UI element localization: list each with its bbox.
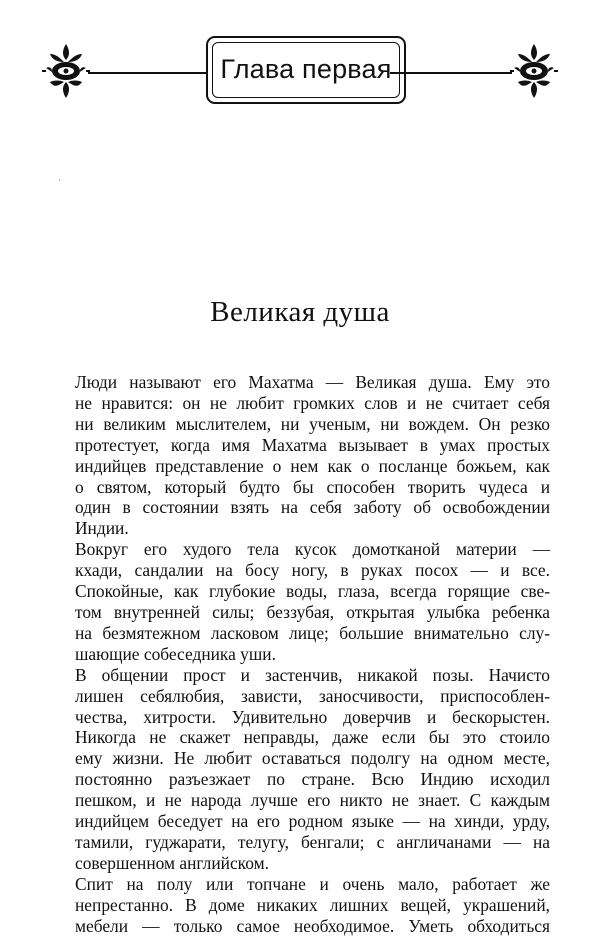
body-text bbox=[50, 372, 550, 936]
text-line: о святом, который будто бы способен творить чудеса и bbox=[75, 476, 550, 497]
paragraph bbox=[50, 539, 550, 664]
text-line: мебели — только самое необходимое. Уметь обходиться bbox=[75, 915, 550, 936]
text-line: один в состоянии взять на себя заботу об освобождении bbox=[75, 497, 550, 518]
text-line: чества, хитрости. Удивительно доверчив и бескорыстен. bbox=[75, 706, 550, 727]
right-ornament-icon bbox=[508, 40, 560, 102]
text-line: том внутренней силы; беззубая, открытая улыбка ребенка bbox=[75, 601, 550, 622]
text-line: индийцев представление о нем как о посланце божьем, как bbox=[75, 455, 550, 476]
left-ornament-icon bbox=[40, 40, 92, 102]
chapter-title: Глава первая bbox=[220, 54, 392, 84]
text-line: не нравится: он не любит громких слов и не считает себя bbox=[75, 392, 550, 413]
text-line: постоянно разъезжает по стране. Всю Индию исходил bbox=[75, 769, 550, 790]
paragraph bbox=[50, 665, 550, 874]
paragraph bbox=[50, 874, 550, 937]
section-title: Великая душа bbox=[210, 296, 390, 328]
text-line: ему жизни. Не любит оставаться подолгу на одном месте, bbox=[75, 748, 550, 769]
right-rule bbox=[390, 72, 512, 74]
text-line: индийцем беседует на его родном языке — на хинди, урду, bbox=[75, 811, 550, 832]
text-line: совершенном английском. bbox=[75, 852, 269, 873]
paragraph bbox=[50, 372, 550, 539]
text-line: кхади, сандалии на босу ногу, в руках посох — и все. bbox=[75, 560, 550, 581]
text-line: на безмятежном ласковом лице; большие внимательно слу- bbox=[75, 622, 550, 643]
text-line: лишен себялюбия, зависти, заносчивости, приспособлен- bbox=[75, 685, 550, 706]
text-line: В общении прост и застенчив, никакой позы. Начисто bbox=[75, 664, 550, 685]
print-speck: · bbox=[58, 175, 61, 185]
text-line: Вокруг его худого тела кусок домотканой материи — bbox=[75, 539, 550, 560]
text-line: тамили, гуджарати, телугу, бенгали; с англичанами — на bbox=[75, 831, 550, 852]
text-line: Спит на полу или топчане и очень мало, работает же bbox=[75, 873, 550, 894]
left-rule bbox=[88, 72, 208, 74]
text-line: Спокойные, как глубокие воды, глаза, всегда горящие све- bbox=[75, 581, 550, 602]
text-line: ни великим мыслителем, ни ученым, ни вождем. Он резко bbox=[75, 413, 550, 434]
text-line: Люди называют его Махатма — Великая душа. Ему это bbox=[75, 372, 550, 392]
text-line: пешком, и не народа лучше его никто не знает. С каждым bbox=[75, 790, 550, 811]
text-line: шающие собеседника уши. bbox=[75, 643, 276, 664]
text-line: Никогда не скажет неправды, даже если бы это стоило bbox=[75, 727, 550, 748]
chapter-title-frame bbox=[206, 36, 406, 104]
text-line: непрестанно. В доме никаких лишних вещей, украшений, bbox=[75, 894, 550, 915]
text-line: протестует, когда имя Махатма вызывает в умах простых bbox=[75, 434, 550, 455]
text-line: Индии. bbox=[75, 518, 129, 539]
chapter-header bbox=[40, 34, 560, 110]
